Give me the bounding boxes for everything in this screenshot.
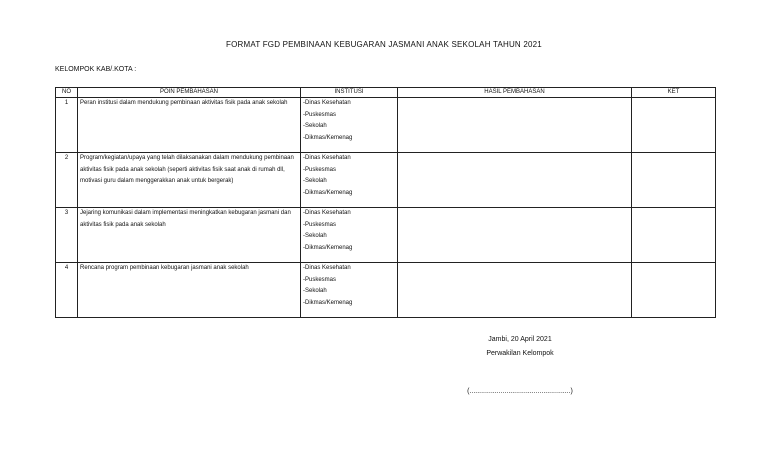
- row-hasil[interactable]: [398, 98, 632, 153]
- institution-item: -Puskesmas: [303, 111, 337, 118]
- institution-item: -Puskesmas: [303, 276, 337, 283]
- document-title: FORMAT FGD PEMBINAAN KEBUGARAN JASMANI ANAK SEKOLAH TAHUN 2021: [226, 40, 542, 49]
- row-institusi: [301, 98, 398, 153]
- header-no: NO: [56, 88, 78, 98]
- institution-item: -Dinas Kesehatan: [303, 210, 351, 216]
- institution-item: -Sekolah: [303, 233, 327, 239]
- table-row: [56, 208, 716, 263]
- row-poin: Program/kegiatan/upaya yang telah dilaksanakan dalam mendukung pembinaan aktivitas fisik pada anak sekolah (seperti aktivitas fisik saat anak di rumah dll, motivasi guru dalam menggerakkan anak untuk bergerak): [78, 153, 301, 208]
- row-number: 4: [56, 263, 78, 318]
- row-institusi: [301, 208, 398, 263]
- discussion-table: [55, 87, 716, 318]
- institution-item: -Sekolah: [303, 288, 327, 294]
- header-hasil: HASIL PEMBAHASAN: [398, 88, 632, 98]
- institution-item: -Dikmas/Kemenag: [303, 134, 353, 141]
- institution-item: -Dikmas/Kemenag: [303, 299, 353, 306]
- signature-name-line: (....................................................): [467, 388, 573, 395]
- row-poin: Peran institusi dalam mendukung pembinaan aktivitas fisik pada anak sekolah: [78, 98, 301, 153]
- institution-item: -Sekolah: [303, 123, 327, 129]
- row-hasil[interactable]: [398, 263, 632, 318]
- row-institusi: [301, 153, 398, 208]
- institution-item: -Puskesmas: [303, 221, 337, 228]
- row-number: 2: [56, 153, 78, 208]
- header-poin: POIN PEMBAHASAN: [78, 88, 301, 98]
- row-ket[interactable]: [632, 263, 716, 318]
- header-ket: KET: [632, 88, 716, 98]
- row-ket[interactable]: [632, 153, 716, 208]
- row-institusi: [301, 263, 398, 318]
- signature-place-date: Jambi, 20 April 2021: [488, 336, 552, 343]
- institution-item: -Dinas Kesehatan: [303, 265, 351, 271]
- institution-item: -Sekolah: [303, 178, 327, 184]
- table-header-row: [56, 88, 716, 98]
- institution-item: -Dikmas/Kemenag: [303, 189, 353, 196]
- table-row: [56, 153, 716, 208]
- row-hasil[interactable]: [398, 153, 632, 208]
- row-poin: Jejaring komunikasi dalam implementasi meningkatkan kebugaran jasmani dan aktivitas fisik pada anak sekolah: [78, 208, 301, 263]
- row-ket[interactable]: [632, 98, 716, 153]
- header-institusi: INSTITUSI: [301, 88, 398, 98]
- table-row: [56, 263, 716, 318]
- institution-item: -Dinas Kesehatan: [303, 155, 351, 161]
- institution-item: -Dinas Kesehatan: [303, 100, 351, 106]
- institution-item: -Puskesmas: [303, 166, 337, 173]
- row-number: 1: [56, 98, 78, 153]
- row-ket[interactable]: [632, 208, 716, 263]
- table-row: [56, 98, 716, 153]
- signature-role: Perwakilan Kelompok: [486, 350, 554, 357]
- institution-item: -Dikmas/Kemenag: [303, 244, 353, 251]
- row-poin: Rencana program pembinaan kebugaran jasmani anak sekolah: [78, 263, 301, 318]
- row-hasil[interactable]: [398, 208, 632, 263]
- group-label: KELOMPOK KAB/.KOTA :: [55, 66, 137, 73]
- row-number: 3: [56, 208, 78, 263]
